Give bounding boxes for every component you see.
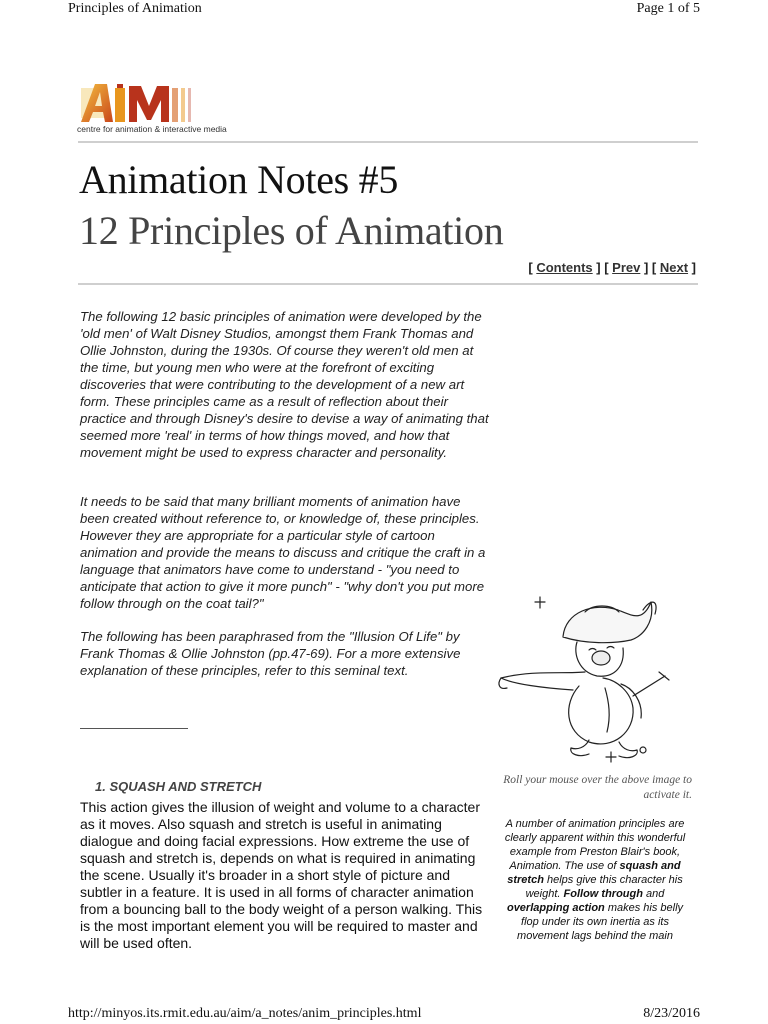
page-number: Page 1 of 5: [636, 1, 700, 16]
figure-caption: Roll your mouse over the above image to activate it.: [503, 774, 692, 801]
section-body: This action gives the illusion of weight and volume to a character as it moves. Also squash and stretch is useful in animating dialogue and doing facial expressions. How extreme the use of squash and stretch is, depends on what is required in animating the scene. Usually it's broader in a short style of picture and subtler in a feature. It is used in all forms of character animation from a bouncing ball to the body weight of a person walking. This is the most important element you will be required to master and will be used often.: [80, 799, 483, 951]
prev-link[interactable]: Prev: [612, 260, 641, 275]
page-header-title: Principles of Animation: [68, 1, 202, 16]
side-note-text: helps give this character his weight.: [525, 874, 683, 900]
contents-link[interactable]: Contents: [536, 260, 593, 275]
cartoon-illustration[interactable]: [493, 592, 698, 772]
print-date: 8/23/2016: [643, 1006, 700, 1021]
intro-paragraph-2: It needs to be said that many brilliant moments of animation have been created without reference to, or knowledge of, these principles. However they are appropriate for a particular style of cartoon animation and provide the means to discuss and critique the craft in a language that animators have come to understand - "you need to anticipate that action to give it more punch" - "why don't you put more follow through on the coat tail?": [80, 494, 486, 611]
side-note-bold: Follow through: [563, 888, 643, 900]
page-url: http://minyos.its.rmit.edu.au/aim/a_notes/anim_principles.html: [68, 1006, 422, 1021]
section-heading: 1. SQUASH AND STRETCH: [95, 779, 262, 794]
side-note-text: A number of animation principles are clearly apparent within this wonderful example from Preston Blair's book, Animation. The use of: [504, 818, 686, 872]
cartoon-drawing: [493, 592, 698, 772]
logo-tagline: centre for animation & interactive media: [77, 124, 227, 134]
section-divider: [80, 728, 188, 729]
side-note-text: makes his belly flop under its own inertia as its movement lags behind the main: [517, 902, 684, 942]
nav-links: [ Contents ] [ Prev ] [ Next ]: [528, 260, 696, 275]
divider: [78, 141, 698, 143]
intro-paragraph-3: The following has been paraphrased from the "Illusion Of Life" by Frank Thomas & Ollie Johnston (pp.47-69). For a more extensive explanation of these principles, refer to this seminal text.: [80, 629, 461, 678]
side-note-text: and: [642, 888, 665, 900]
next-link[interactable]: Next: [659, 260, 689, 275]
divider: [78, 283, 698, 285]
page-subtitle: 12 Principles of Animation: [79, 208, 504, 253]
intro-paragraph-1: The following 12 basic principles of animation were developed by the 'old men' of Walt Disney Studios, amongst them Frank Thomas and Ollie Johnston, during the 1930s. Of course they weren't old men at the time, but young men who were at the forefront of exciting discoveries that were contributing to the development of a new art form. These principles came as a result of reflection about their practice and through Disney's desire to devise a way of animating that seemed more 'real' in terms of how things moved, and how that movement might be used to express character and personality.: [80, 309, 489, 460]
figure-side-note: [497, 817, 693, 943]
side-note-bold: overlapping action: [506, 902, 605, 914]
side-note-bold: squash and stretch: [507, 860, 681, 886]
page-title: Animation Notes #5: [79, 157, 399, 202]
